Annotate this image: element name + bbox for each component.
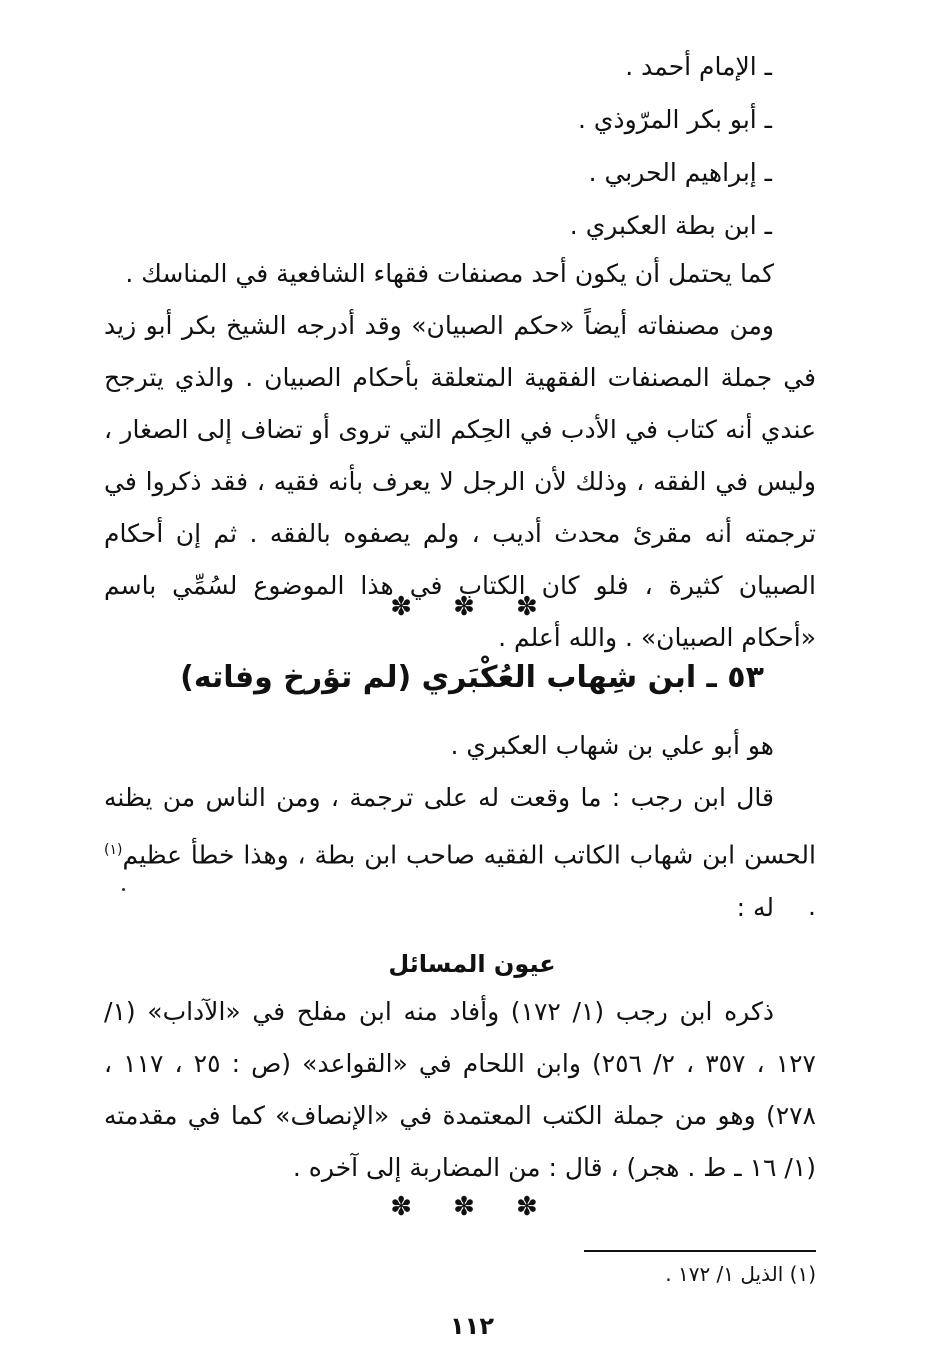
footnote-rule <box>584 1250 816 1252</box>
page-number: ١١٢ <box>450 1312 494 1340</box>
scholar-list <box>570 40 772 252</box>
list-item: ـ إبراهيم الحربي . <box>588 158 772 187</box>
body-text-3 <box>104 986 816 1194</box>
lahu-block <box>104 882 816 934</box>
main-paragraph: ومن مصنفاته أيضاً «حكم الصبيان» وقد أدرجه الشيخ بكر أبو زيد في جملة المصنفات الفقهية المتعلقة بأحكام الصبيان . والذي يترجح عندي أنه كتاب في الأدب في الحِكم التي تروى أو تضاف إلى الصغار ، وليس في الفقه ، وذلك لأن الرجل لا يعرف بأنه فقيه ، فقد ذكروا في ترجمته أنه مقرئ محدث أديب ، ولم يصفوه بالفقه . ثم إن أحكام الصبيان كثيرة ، فلو كان الكتاب في هذا الموضوع لسُمِّي باسم «أحكام الصبيان» . والله أعلم . <box>104 311 816 652</box>
lahu-label: له : <box>736 893 774 922</box>
quote-paragraph: قال ابن رجب : ما وقعت له على ترجمة ، ومن الناس من يظنه الحسن ابن شهاب الكاتب الفقيه صاحب ابن بطة ، وهذا خطأ عظيم$^{(١)}$ . <box>104 783 816 922</box>
section-separator: ✽ ✽ ✽ <box>390 592 554 622</box>
sources-paragraph: ذكره ابن رجب (١/ ١٧٢) وأفاد منه ابن مفلح في «الآداب» (١/ ١٢٧ ، ٣٥٧ ، ٢/ ٢٥٦) وابن اللحام في «القواعد» (ص : ٢٥ ، ١١٧ ، ٢٧٨) وهو من جملة الكتب المعتمدة في «الإنصاف» كما في مقدمته (١/ ١٦ ـ ط . هجر) ، قال : من المضاربة إلى آخره . <box>104 997 816 1182</box>
work-title: عيون المسائل <box>388 950 556 978</box>
section-separator-end: ✽ ✽ ✽ <box>390 1192 554 1222</box>
list-item: ـ ابن بطة العكبري . <box>569 211 772 240</box>
footnote: (١) الذيل ١/ ١٧٢ . <box>665 1262 816 1286</box>
list-item: ـ الإمام أحمد . <box>625 52 772 81</box>
footnote-reference: (١) <box>104 842 123 858</box>
entry-heading: ٥٣ ـ ابن شِهاب العُكْبَري (لم تؤرخ وفاته) <box>180 660 764 695</box>
scan-speck <box>122 888 125 891</box>
bio-line: هو أبو علي بن شهاب العكبري . <box>450 731 774 760</box>
list-item: ـ أبو بكر المرّوذي . <box>577 105 772 134</box>
intro-paragraph: كما يحتمل أن يكون أحد مصنفات فقهاء الشافعية في المناسك . <box>125 259 774 288</box>
